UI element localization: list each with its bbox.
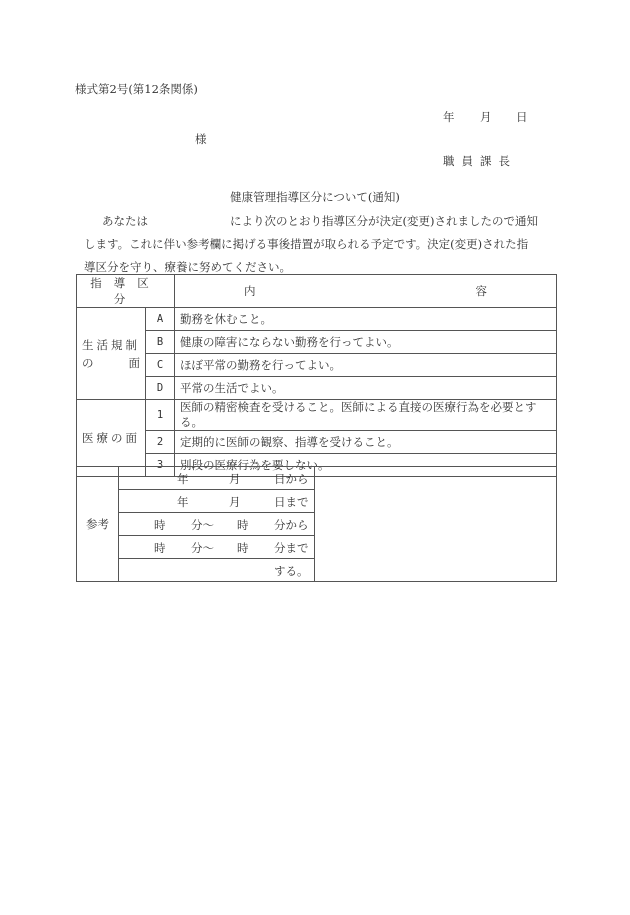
reference-time-from — [119, 513, 315, 536]
group-label-part-b: 面 — [128, 355, 140, 370]
ref-hour: 時 — [237, 518, 249, 532]
reference-notes-area — [315, 467, 557, 582]
date-day: 日 — [516, 110, 528, 124]
header-category: 指導区分 — [77, 275, 175, 308]
group-label-line1: 生活規制 — [82, 337, 140, 352]
reference-row — [77, 467, 557, 490]
ref-action-suffix: する。 — [274, 564, 309, 578]
row-text: 医師の精密検査を受けること。医師による直接の医療行為を必要とする。 — [175, 400, 557, 431]
reference-table — [76, 466, 557, 582]
header-content-left: 内 — [244, 284, 256, 298]
row-text: ほぼ平常の勤務を行ってよい。 — [175, 354, 557, 377]
ref-year: 年 — [177, 495, 189, 509]
ref-month: 月 — [229, 472, 241, 486]
date-month: 月 — [480, 110, 492, 124]
row-text: 健康の障害にならない勤務を行ってよい。 — [175, 331, 557, 354]
group-label-lifestyle — [77, 308, 146, 400]
reference-date-from — [119, 467, 315, 490]
body-line-2: します。これに伴い参考欄に掲げる事後措置が取られる予定です。決定(変更)された指 — [84, 237, 529, 251]
row-code: 1 — [146, 400, 175, 431]
ref-minute-to: 分まで — [274, 541, 309, 555]
ref-year: 年 — [177, 472, 189, 486]
ref-minute-tilde: 分～ — [191, 518, 214, 532]
notice-body — [84, 210, 558, 279]
body-line-1 — [88, 210, 558, 233]
row-code: D — [146, 377, 175, 400]
row-text: 別段の医療行為を要しない。 — [175, 454, 557, 477]
row-text: 勤務を休むこと。 — [175, 308, 557, 331]
group-label-part-a: の — [82, 355, 94, 370]
document-title: 健康管理指導区分について(通知) — [230, 190, 400, 204]
reference-date-to — [119, 490, 315, 513]
row-code: A — [146, 308, 175, 331]
ref-minute-from: 分から — [274, 518, 309, 532]
row-text: 定期的に医師の観察、指導を受けること。 — [175, 431, 557, 454]
group-label-line2 — [82, 354, 140, 372]
reference-time-to — [119, 536, 315, 559]
group-label-medical: 医療の面 — [77, 400, 146, 477]
ref-day-to: 日まで — [274, 495, 309, 509]
ref-hour: 時 — [237, 541, 249, 555]
reference-action — [119, 559, 315, 582]
form-number: 様式第2号(第12条関係) — [75, 82, 198, 96]
ref-hour: 時 — [154, 541, 166, 555]
table-row — [77, 331, 557, 354]
body-line-3: 導区分を守り、療養に努めてください。 — [84, 260, 291, 274]
table-header-row — [77, 275, 557, 308]
guidance-table — [76, 274, 557, 477]
table-row — [77, 431, 557, 454]
row-code: 2 — [146, 431, 175, 454]
ref-hour: 時 — [154, 518, 166, 532]
ref-day-from: 日から — [274, 472, 309, 486]
ref-month: 月 — [229, 495, 241, 509]
table-row — [77, 354, 557, 377]
row-code: 3 — [146, 454, 175, 477]
header-content-right: 容 — [475, 284, 487, 298]
sender: 職員課長 — [443, 154, 517, 168]
header-content — [175, 275, 557, 308]
body-line-1-prefix: あなたは — [102, 214, 148, 228]
date-year: 年 — [443, 110, 455, 124]
row-code: B — [146, 331, 175, 354]
addressee-suffix: 様 — [195, 132, 207, 146]
ref-minute-tilde: 分～ — [191, 541, 214, 555]
table-row — [77, 377, 557, 400]
body-line-1-suffix: により次のとおり指導区分が決定(変更)されましたので通知 — [230, 214, 538, 228]
reference-label: 参考 — [77, 467, 119, 582]
row-code: C — [146, 354, 175, 377]
row-text: 平常の生活でよい。 — [175, 377, 557, 400]
table-row — [77, 400, 557, 431]
table-row — [77, 308, 557, 331]
